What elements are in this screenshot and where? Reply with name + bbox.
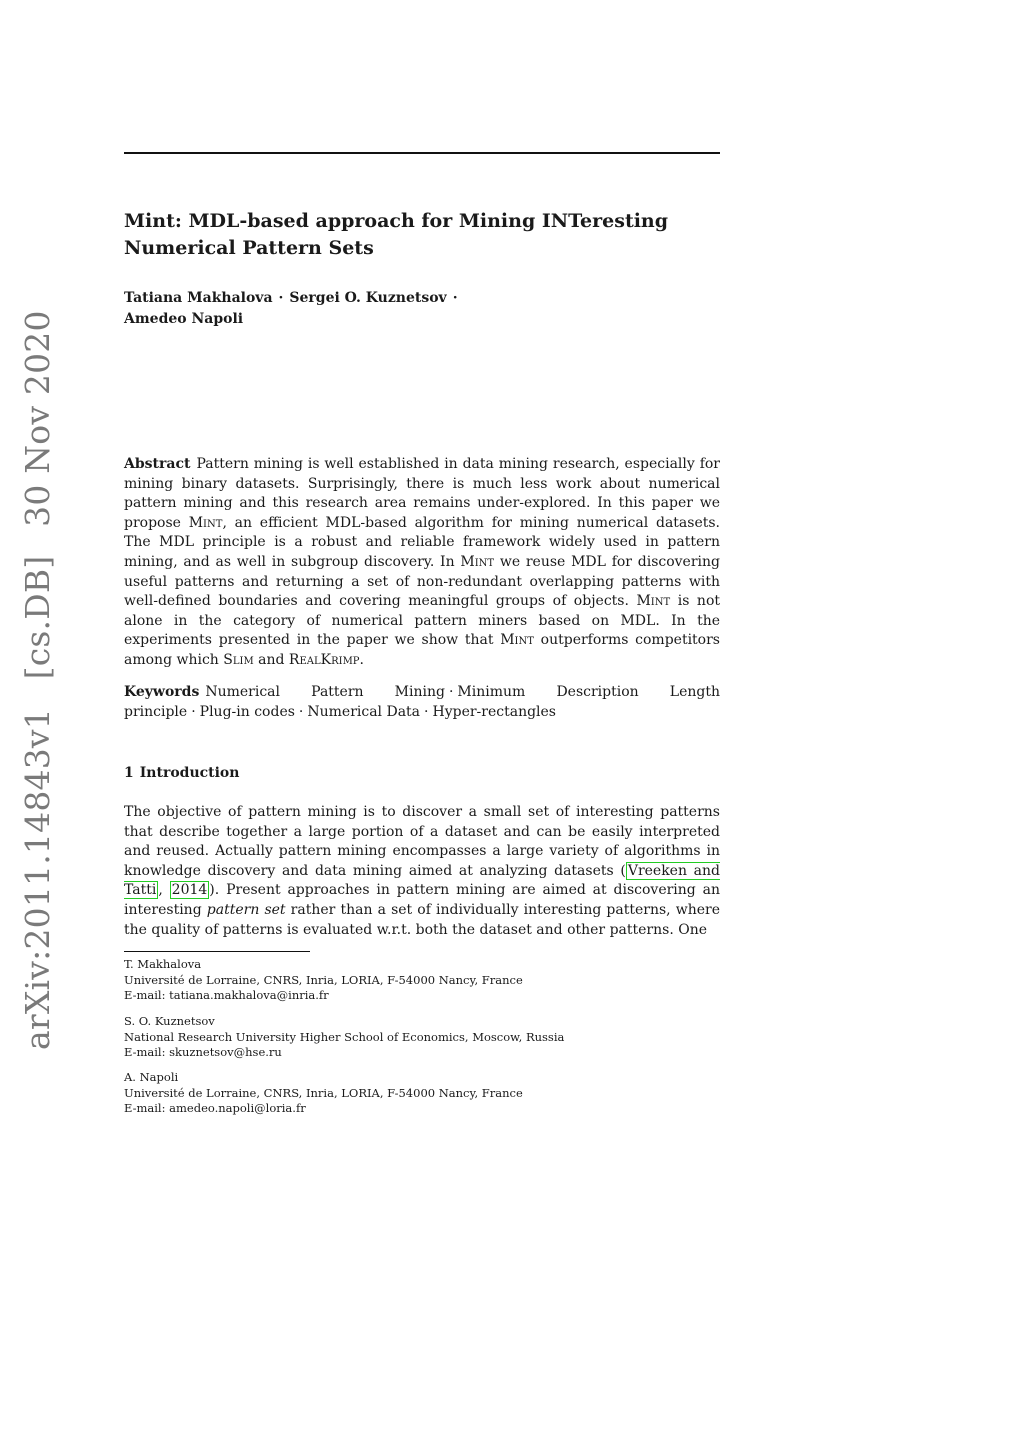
affiliation-napoli: [124, 1070, 720, 1117]
citation-year-link[interactable]: 2014: [171, 882, 208, 899]
arxiv-category: [cs.DB]: [18, 555, 57, 680]
author-separator: ·: [278, 290, 284, 306]
author-1: Tatiana Makhalova: [124, 290, 273, 306]
affiliation-kuznetsov: [124, 1014, 720, 1061]
arxiv-id: arXiv:2011.14843v1: [18, 708, 57, 1050]
section-heading-introduction: [124, 765, 239, 781]
affiliation-email: E-mail: amedeo.napoli@loria.fr: [124, 1101, 306, 1115]
keyword: Minimum Description Length principle: [124, 684, 720, 720]
affiliation-makhalova: [124, 957, 720, 1004]
title-line-2: Numerical Pattern Sets: [124, 237, 374, 259]
abstract-label: Abstract: [124, 456, 191, 472]
title-line-1: Mint: MDL-based approach for Mining INTeresting: [124, 210, 669, 232]
affiliation-institution: National Research University Higher School of Economics, Moscow, Russia: [124, 1029, 565, 1044]
affiliation-name: T. Makhalova: [124, 957, 202, 971]
affiliation-email: E-mail: skuznetsov@hse.ru: [124, 1045, 282, 1059]
paper-title: [124, 208, 724, 262]
keyword: Numerical Data: [307, 703, 421, 720]
introduction-paragraph: The objective of pattern mining is to discover a small set of interesting patterns that describe together a large portion of a dataset and can be easily interpreted and reused. Actually pattern mining encompasses a large variety of algorithms in knowledge discovery and data mining aimed at analyzing datasets ( Vreeken and Tatti , 2014 ). Present approaches in pattern mining are aimed at discovering an interesting pattern set rather than a set of individually interesting patterns, where the quality of patterns is evaluated w.r.t. both the dataset and other patterns. One: [124, 804, 720, 938]
keywords: Keywords Numerical Pattern Mining · Minimum Description Length principle · Plug-in codes · Numerical Data · Hyper-rectangles: [124, 684, 720, 720]
affiliation-institution: Université de Lorraine, CNRS, Inria, LORIA, F-54000 Nancy, France: [124, 972, 523, 987]
mint-name: Mint: [636, 593, 671, 610]
affiliation-name: S. O. Kuznetsov: [124, 1014, 215, 1028]
mint-name: Mint: [460, 553, 495, 570]
section-number: 1: [124, 765, 134, 781]
author-2: Sergei O. Kuznetsov: [289, 290, 447, 306]
slim-name: Slim: [223, 651, 254, 668]
arxiv-stamp: [18, 310, 57, 1050]
keyword: Hyper-rectangles: [432, 703, 556, 720]
affiliation-email: E-mail: tatiana.makhalova@inria.fr: [124, 988, 329, 1002]
mint-name: Mint: [500, 632, 534, 649]
author-3: Amedeo Napoli: [124, 311, 244, 327]
pattern-set-term: pattern set: [206, 901, 286, 918]
affiliation-name: A. Napoli: [124, 1070, 179, 1084]
keywords-label: Keywords: [124, 684, 200, 700]
abstract: Abstract Pattern mining is well established in data mining research, especially for mining binary datasets. Surprisingly, there is much less work about numerical pattern mining and this research area remains under-explored. In this paper we propose Mint, an efficient MDL-based algorithm for mining numerical datasets. The MDL principle is a robust and reliable framework widely used in pattern mining, and as well in subgroup discovery. In Mint we reuse MDL for discovering useful patterns and returning a set of non-redundant overlapping patterns with well-defined boundaries and covering meaningful groups of objects. Mint is not alone in the category of numerical pattern miners based on MDL. In the experiments presented in the paper we show that Mint outperforms competitors among which Slim and RealKrimp.: [124, 456, 720, 668]
section-title: Introduction: [139, 765, 240, 781]
footnote-rule: [124, 951, 310, 952]
affiliation-institution: Université de Lorraine, CNRS, Inria, LORIA, F-54000 Nancy, France: [124, 1085, 523, 1100]
citation-link[interactable]: Vreeken and Tatti: [124, 862, 720, 899]
arxiv-date: 30 Nov 2020: [18, 310, 57, 527]
mint-name: Mint: [188, 514, 223, 531]
author-separator: ·: [452, 290, 458, 306]
author-list: [124, 288, 724, 330]
realkrimp-name: RealKrimp: [288, 651, 360, 668]
top-rule: [124, 152, 720, 154]
keyword: Plug-in codes: [199, 703, 295, 720]
keyword: Numerical Pattern Mining: [205, 684, 445, 700]
